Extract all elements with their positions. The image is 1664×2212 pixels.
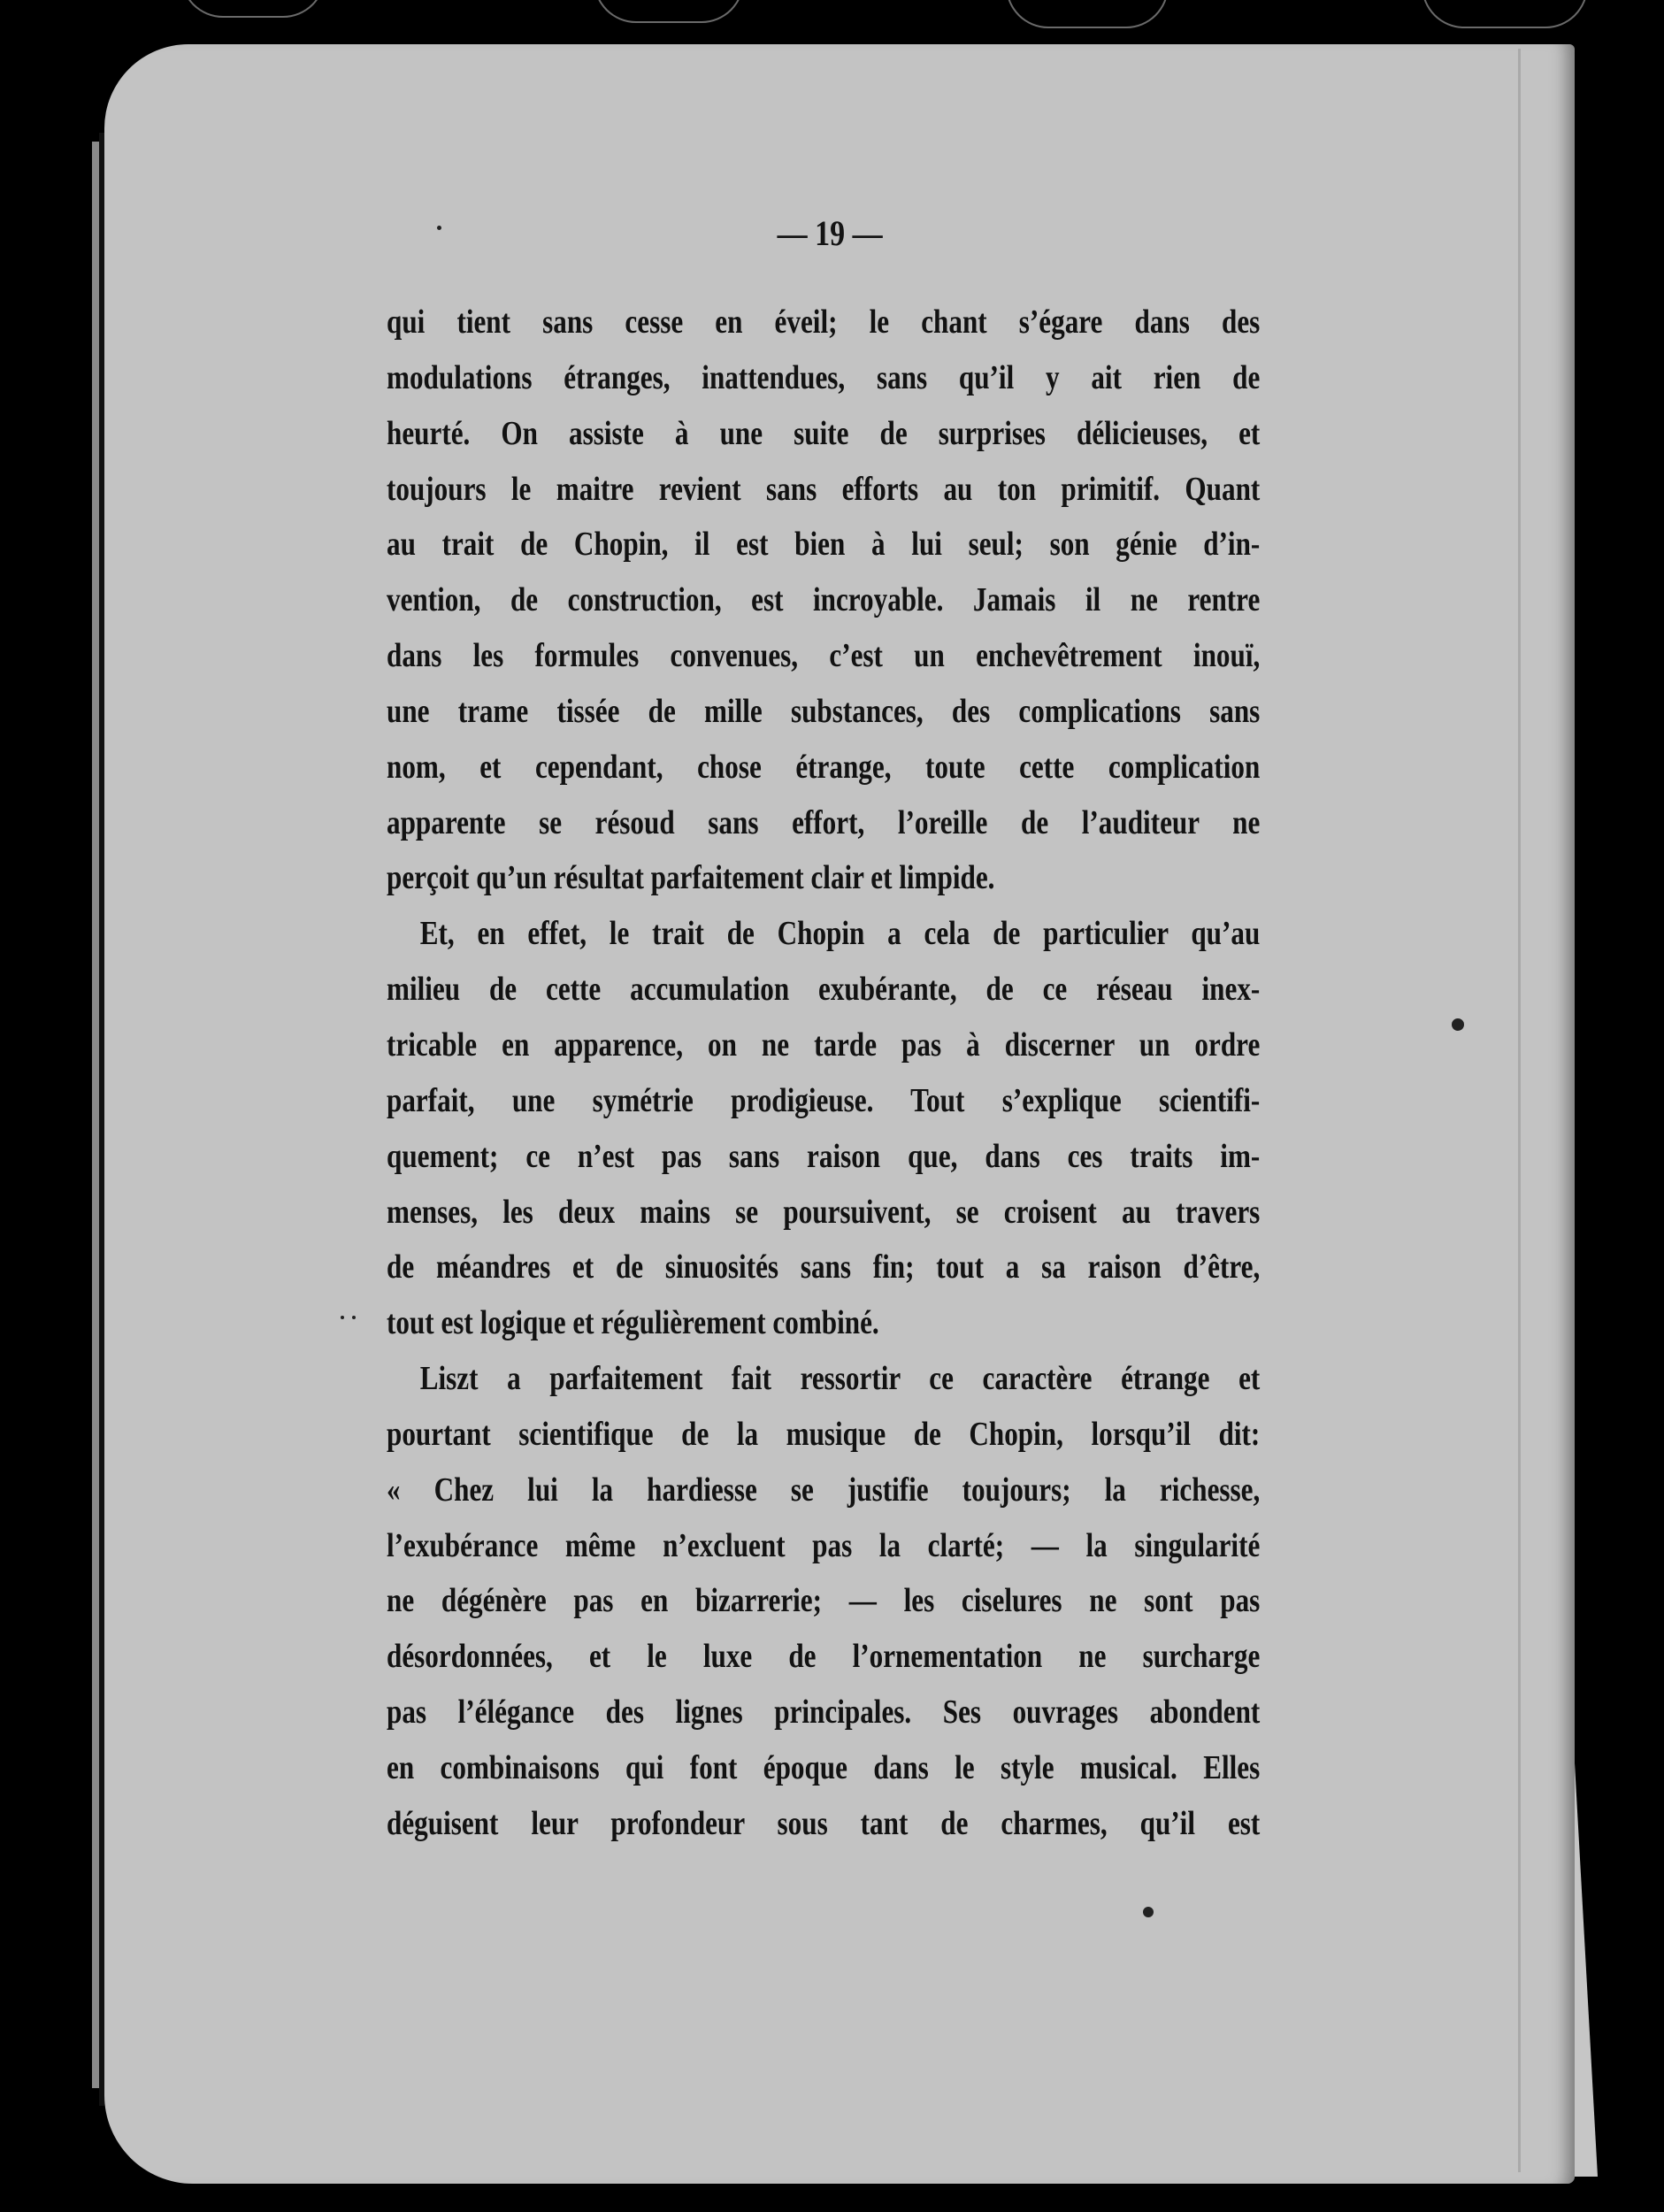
body-text — [387, 301, 1260, 1858]
text-line: pas l’élégance des lignes principales. Ses ouvrages abondent — [387, 1694, 1261, 1732]
text-line: quement; ce n’est pas sans raison que, dans ces traits im- — [387, 1137, 1261, 1175]
dust-speck — [1143, 1907, 1154, 1917]
text-line: ne dégénère pas en bizarrerie; — les ciselures ne sont pas — [387, 1582, 1261, 1620]
text-line: apparente se résoud sans effort, l’oreille de l’auditeur ne — [387, 803, 1261, 841]
text-line: dans les formules convenues, c’est un enchevêtrement inouï, — [387, 637, 1261, 675]
text-line: vention, de construction, est incroyable. Jamais il ne rentre — [387, 581, 1261, 619]
text-line: déguisent leur profondeur sous tant de charmes, qu’il est — [387, 1804, 1261, 1842]
text-line: toujours le maitre revient sans efforts au ton primitif. Quant — [387, 470, 1261, 508]
dust-speck — [341, 1316, 344, 1319]
text-line: perçoit qu’un résultat parfaitement clair et limpide. — [387, 859, 995, 897]
film-sprocket-hole — [1422, 0, 1588, 28]
film-sprocket-hole — [1006, 0, 1169, 28]
film-sprocket-hole — [180, 0, 326, 18]
text-line: « Chez lui la hardiesse se justifie toujours; la richesse, — [387, 1471, 1261, 1509]
page-edge-strip — [92, 142, 99, 2088]
text-line: nom, et cependant, chose étrange, toute cette complication — [387, 748, 1261, 786]
page-fold-line — [1518, 49, 1521, 2172]
text-line: tricable en apparence, on ne tarde pas à discerner un ordre — [387, 1025, 1261, 1064]
text-line: de méandres et de sinuosités sans fin; tout a sa raison d’être, — [387, 1248, 1261, 1286]
text-line: en combinaisons qui font époque dans le style musical. Elles — [387, 1748, 1261, 1786]
page-left-edge-line — [99, 133, 104, 2106]
text-line: parfait, une symétrie prodigieuse. Tout s’explique scientifi- — [387, 1081, 1261, 1119]
text-line: désordonnées, et le luxe de l’ornementation ne surcharge — [387, 1638, 1261, 1676]
text-line: modulations étranges, inattendues, sans qu’il y ait rien de — [387, 358, 1261, 396]
text-line: pourtant scientifique de la musique de Chopin, lorsqu’il dit: — [387, 1415, 1261, 1453]
text-line: au trait de Chopin, il est bien à lui seul; son génie d’in- — [387, 526, 1261, 564]
text-line: menses, les deux mains se poursuivent, se croisent au travers — [387, 1193, 1261, 1231]
text-line: tout est logique et régulièrement combiné. — [387, 1304, 879, 1342]
film-sprocket-hole — [594, 0, 744, 23]
paragraph-start-line: Et, en effet, le trait de Chopin a cela de particulier qu’au — [419, 915, 1261, 953]
text-line: une trame tissée de mille substances, des complications sans — [387, 692, 1261, 730]
paragraph-start-line: Liszt a parfaitement fait ressortir ce caractère étrange et — [419, 1360, 1261, 1398]
page-number-text: — 19 — — [777, 213, 883, 253]
text-line: milieu de cette accumulation exubérante, de ce réseau inex- — [387, 971, 1261, 1009]
dust-speck — [1452, 1018, 1464, 1031]
dust-speck — [352, 1316, 356, 1319]
page-number — [123, 212, 1537, 254]
text-line: l’exubérance même n’excluent pas la clarté; — la singularité — [387, 1526, 1261, 1564]
text-line: heurté. On assiste à une suite de surprises délicieuses, et — [387, 414, 1261, 452]
text-line: qui tient sans cesse en éveil; le chant s’égare dans des — [387, 303, 1261, 341]
